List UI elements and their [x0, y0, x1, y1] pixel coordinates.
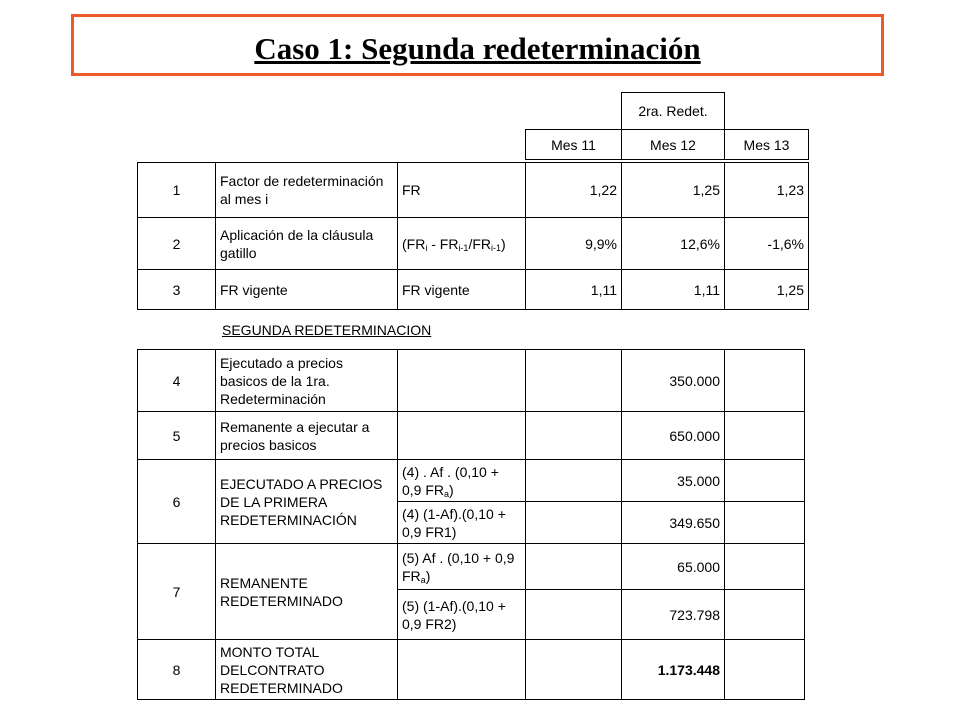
row-concept: Remanente a ejecutar a precios basicos — [216, 412, 398, 460]
row-formula: $(FR_i - FR_{i-1}/FR_{i-1})$ — [398, 218, 526, 270]
row-value-m12: 349.650 — [622, 502, 725, 544]
row-value-m11: 9,9% — [526, 218, 622, 270]
table-row — [138, 218, 809, 270]
row-concept: FR vigente — [216, 270, 398, 310]
row-value-m12: 35.000 — [622, 460, 725, 502]
row-formula: FR — [398, 163, 526, 218]
row-concept: MONTO TOTAL DELCONTRATO REDETERMINADO — [216, 640, 398, 700]
table-row — [138, 163, 809, 218]
row-number: 6 — [138, 460, 216, 544]
row-value-m13: 1,25 — [725, 270, 809, 310]
row-number: 4 — [138, 350, 216, 412]
row-value-m12: 1,25 — [622, 163, 725, 218]
table-row — [138, 350, 805, 412]
header-month-12: Mes 12 — [622, 130, 725, 160]
table-row — [138, 544, 805, 590]
row-value-m12: 350.000 — [622, 350, 725, 412]
row-concept: Ejecutado a precios basicos de la 1ra. Redeterminación — [216, 350, 398, 412]
row-value-m12: 1,11 — [622, 270, 725, 310]
title-box — [71, 14, 884, 76]
total-value: 1.173.448 — [622, 640, 725, 700]
row-number: 1 — [138, 163, 216, 218]
row-concept: EJECUTADO A PRECIOS DE LA PRIMERA REDETERMINACIÓN — [216, 460, 398, 544]
row-number: 7 — [138, 544, 216, 640]
header-month-11: Mes 11 — [526, 130, 622, 160]
row-value-m13: 1,23 — [725, 163, 809, 218]
row-number: 5 — [138, 412, 216, 460]
row-formula: (5) Af . (0,10 + 0,9 $FR_a$) — [398, 544, 526, 590]
table-row — [138, 270, 809, 310]
row-formula: (5) (1-Af).(0,10 + 0,9 FR2) — [398, 590, 526, 640]
header-month-13: Mes 13 — [725, 130, 809, 160]
row-formula: (4) . Af . (0,10 + 0,9 $FR_a$) — [398, 460, 526, 502]
row-concept: REMANENTE REDETERMINADO — [216, 544, 398, 640]
header-table — [525, 92, 809, 160]
table-row — [138, 460, 805, 502]
row-formula: FR vigente — [398, 270, 526, 310]
row-value-m11: 1,22 — [526, 163, 622, 218]
header-group: 2ra. Redet. — [622, 93, 725, 130]
row-value-m12: 723.798 — [622, 590, 725, 640]
factor-table — [137, 162, 809, 310]
table-row — [138, 412, 805, 460]
row-value-m11: 1,11 — [526, 270, 622, 310]
table-row — [138, 640, 805, 700]
row-concept: Factor de redeterminación al mes i — [216, 163, 398, 218]
page-title: Caso 1: Segunda redeterminación — [254, 31, 701, 66]
redetermination-table — [137, 349, 805, 700]
row-value-m13: -1,6% — [725, 218, 809, 270]
row-formula: (4) (1-Af).(0,10 + 0,9 FR1) — [398, 502, 526, 544]
section-title: SEGUNDA REDETERMINACION — [222, 322, 432, 338]
row-value-m12: 650.000 — [622, 412, 725, 460]
row-value-m12: 12,6% — [622, 218, 725, 270]
row-concept: Aplicación de la cláusula gatillo — [216, 218, 398, 270]
row-value-m12: 65.000 — [622, 544, 725, 590]
row-number: 2 — [138, 218, 216, 270]
row-number: 3 — [138, 270, 216, 310]
row-number: 8 — [138, 640, 216, 700]
